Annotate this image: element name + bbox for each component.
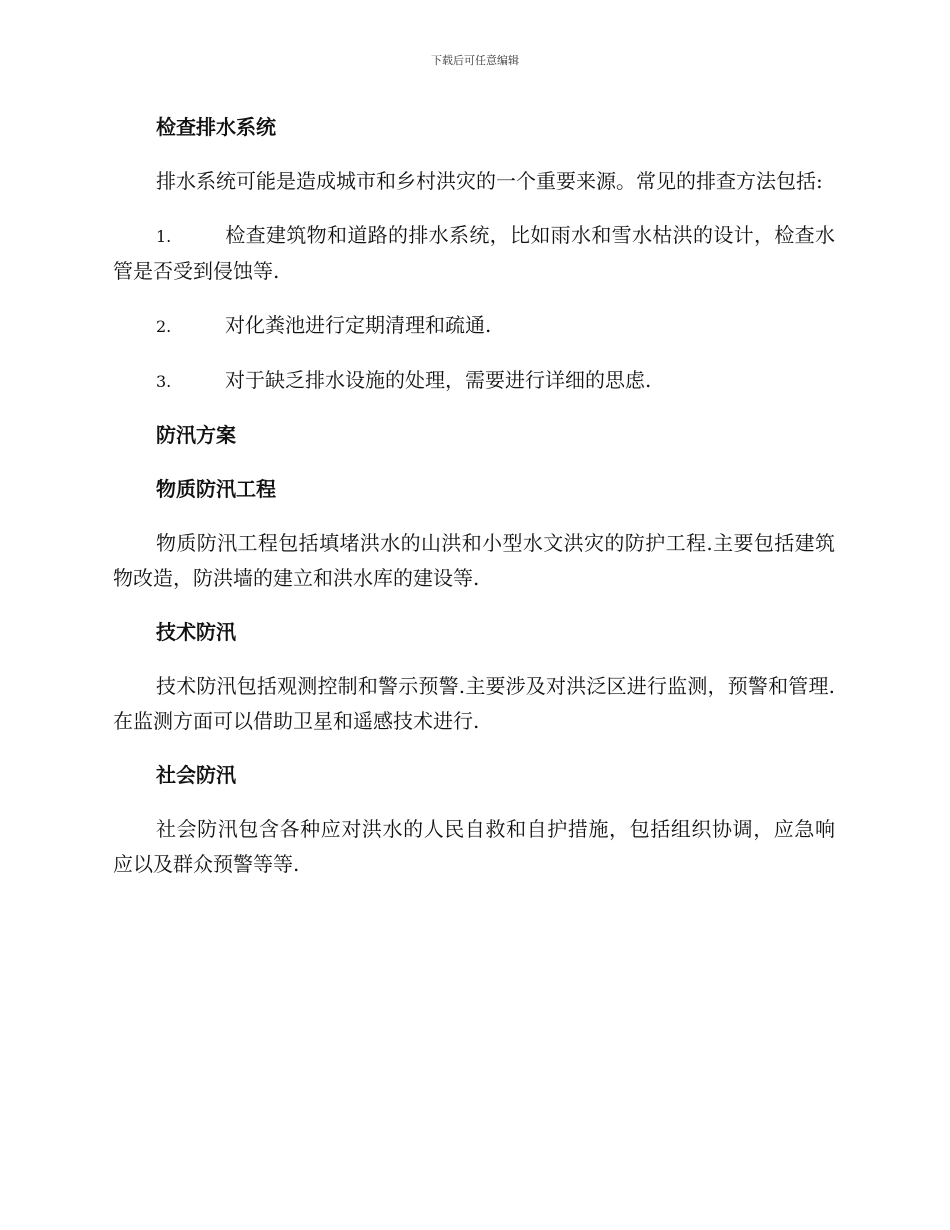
paragraph-technical-flood-control: 技术防汛包括观测控制和警示预警.主要涉及对洪泛区进行监测，预警和管理.在监测方面可以借助卫星和遥感技术进行. (113, 674, 835, 733)
heading-flood-plan: 防汛方案 (156, 423, 236, 447)
paragraph-drainage-intro: 排水系统可能是造成城市和乡村洪灾的一个重要来源。常见的排查方法包括: (156, 169, 823, 193)
list-item-text: 对于缺乏排水设施的处理，需要进行详细的思虑. (225, 368, 652, 392)
heading-physical-flood-control: 物质防汛工程 (156, 477, 276, 501)
paragraph-physical-flood-control: 物质防汛工程包括填堵洪水的山洪和小型水文洪灾的防护工程.主要包括建筑物改造，防洪墙的建立和洪水库的建设等. (113, 531, 835, 590)
list-number: 1. (156, 227, 172, 246)
heading-drainage: 检查排水系统 (156, 115, 276, 139)
list-item-1 (113, 218, 835, 289)
list-item-2 (113, 308, 835, 344)
heading-social-flood-control: 社会防汛 (156, 763, 236, 787)
heading-technical-flood-control: 技术防汛 (156, 620, 236, 644)
list-number: 3. (156, 372, 172, 391)
list-item-text: 检查建筑物和道路的排水系统，比如雨水和雪水枯洪的设计，检查水管是否受到侵蚀等. (113, 223, 835, 283)
list-item-text: 对化粪池进行定期清理和疏通. (225, 313, 492, 337)
paragraph-social-flood-control: 社会防汛包含各种应对洪水的人民自救和自护措施，包括组织协调，应急响应以及群众预警等等. (113, 817, 835, 876)
list-item-3 (113, 363, 835, 399)
document-body (113, 110, 835, 901)
list-number: 2. (156, 317, 172, 336)
page-header: 下载后可任意编辑 (431, 54, 519, 67)
